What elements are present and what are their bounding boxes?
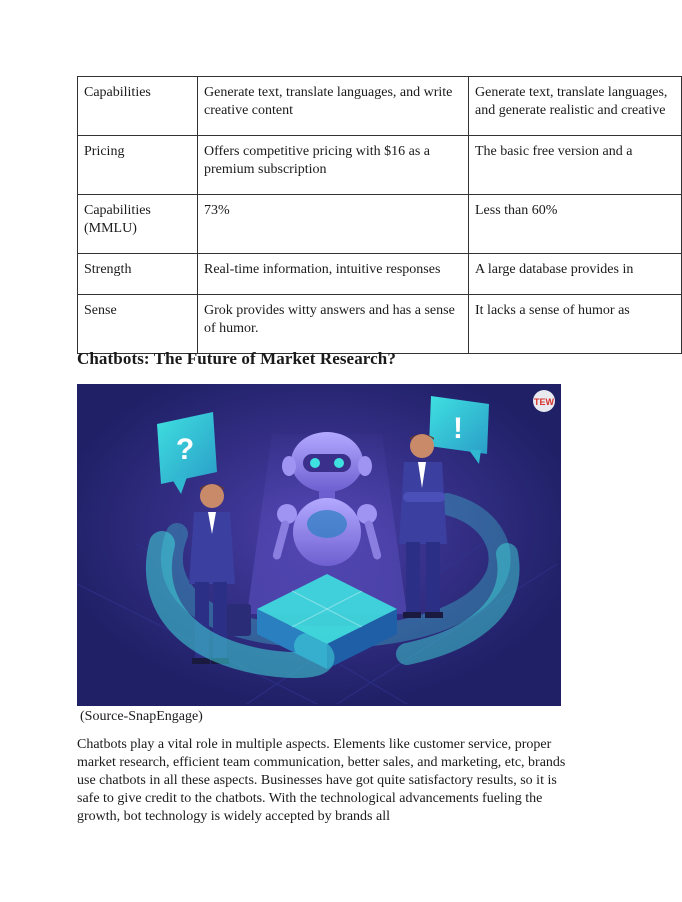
table-cell: Generate text, translate languages, and write creative content	[198, 77, 469, 136]
svg-text:?: ?	[175, 433, 195, 466]
svg-text:TEW: TEW	[534, 397, 554, 407]
table-cell: Grok provides witty answers and has a sense of humor.	[198, 295, 469, 354]
section-heading: Chatbots: The Future of Market Research?	[77, 349, 396, 368]
table-row	[78, 77, 682, 136]
body-paragraph: Chatbots play a vital role in multiple aspects. Elements like customer service, proper market research, efficient team communication, better sales, and marketing, etc, brands use chatbots in all these aspects. Businesses have got quite satisfactory results, so it is safe to give credit to the chatbots. With the technological advancements fueling the growth, bot technology is widely accepted by brands all	[77, 737, 566, 824]
table-cell-text: Generate text, translate languages, and generate realistic and creative	[475, 85, 668, 118]
table-cell: The basic free version and a	[469, 136, 682, 195]
table-cell: Less than 60%	[469, 195, 682, 254]
table-row	[78, 254, 682, 295]
table-row	[78, 136, 682, 195]
table-cell	[469, 77, 682, 136]
table-cell-label	[78, 195, 198, 254]
table-cell-label: Strength	[78, 254, 198, 295]
table-cell: Real-time information, intuitive responses	[198, 254, 469, 295]
table-cell-label: Pricing	[78, 136, 198, 195]
chatbot-illustration	[77, 384, 561, 706]
table-cell-label: Capabilities	[78, 77, 198, 136]
table-row	[78, 295, 682, 354]
table-cell-label-text: Capabilities (MMLU)	[84, 203, 151, 236]
table-cell: Offers competitive pricing with $16 as a premium subscription	[198, 136, 469, 195]
svg-text:!: !	[453, 412, 463, 445]
table-cell-label: Sense	[78, 295, 198, 354]
comparison-table	[77, 76, 682, 354]
table-cell: A large database provides in	[469, 254, 682, 295]
table-row	[78, 195, 682, 254]
table-cell: 73%	[198, 195, 469, 254]
figure-caption: (Source-SnapEngage)	[80, 709, 203, 724]
table-cell: It lacks a sense of humor as	[469, 295, 682, 354]
tew-logo	[533, 390, 555, 412]
